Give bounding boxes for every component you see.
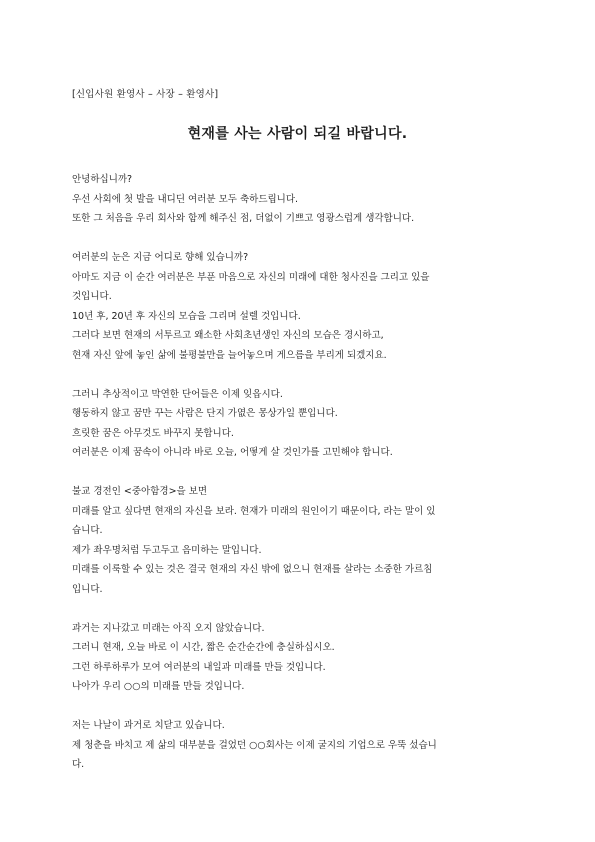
text-line: 다.: [72, 759, 85, 770]
text-line: 미래를 이룩할 수 있는 것은 결국 현재의 자신 밖에 없으니 현재를 살라는 소중한 가르침: [72, 564, 433, 575]
text-line: 그러다 보면 현재의 서투르고 왜소한 사회초년생인 자신의 모습은 경시하고,: [72, 330, 384, 341]
text-line: 10년 후, 20년 후 자신의 모습을 그리며 설렐 것입니다.: [72, 310, 301, 322]
text-line: 제가 좌우명처럼 두고두고 음미하는 말입니다.: [72, 544, 262, 556]
text-line: 안녕하십니까?: [72, 174, 133, 185]
paragraph: [72, 385, 542, 463]
text-line: 아마도 지금 이 순간 여러분은 부푼 마음으로 자신의 미래에 대한 청사진을 그리고 있을: [72, 271, 430, 283]
paragraph: [72, 170, 542, 229]
text-line: 여러분은 이제 꿈속이 아니라 바로 오늘, 어떻게 살 것인가를 고민해야 합니다.: [72, 447, 393, 458]
text-line: 저는 나날이 과거로 치닫고 있습니다.: [72, 720, 225, 731]
text-line: 여러분의 눈은 지금 어디로 향해 있습니까?: [72, 252, 249, 263]
text-line: 행동하지 않고 꿈만 꾸는 사람은 단지 가엾은 몽상가일 뿐입니다.: [72, 408, 338, 419]
paragraph: [72, 248, 542, 365]
text-line: 미래를 알고 싶다면 현재의 자신을 보라. 현재가 미래의 원인이기 때문이다, 라는 말이 있: [72, 505, 436, 517]
text-line: 나아가 우리 ○○의 미래를 만들 것입니다.: [72, 681, 245, 692]
text-line: 제 청춘을 바치고 제 삶의 대부분을 걸었던 ○○회사는 이제 굴지의 기업으로 우뚝 섰습니: [72, 739, 437, 751]
paragraph: [72, 716, 542, 775]
text-line: 습니다.: [72, 525, 103, 536]
text-line: 흐릿한 꿈은 아무것도 바꾸지 못합니다.: [72, 427, 234, 439]
paragraph: [72, 482, 542, 599]
document-title: 현재를 사는 사람이 되길 바랍니다.: [187, 126, 408, 142]
text-line: 또한 그 처음을 우리 회사와 함께 해주신 점, 더없이 기쁘고 영광스럽게 생각합니다.: [72, 213, 415, 224]
text-line: 것입니다.: [72, 291, 112, 302]
text-line: 그런 하루하루가 모여 여러분의 내일과 미래를 만들 것입니다.: [72, 661, 326, 673]
document-body: [72, 170, 542, 794]
document-header: [신입사원 환영사 – 사장 – 환영사]: [72, 89, 219, 100]
text-line: 그러니 추상적이고 막연한 단어들은 이제 잊읍시다.: [72, 388, 283, 400]
text-line: 불교 경전인 <중아함경>을 보면: [72, 486, 208, 497]
text-line: 그러니 현재, 오늘 바로 이 시간, 짧은 순간순간에 충실하십시오.: [72, 642, 335, 653]
text-line: 입니다.: [72, 583, 103, 595]
text-line: 과거는 지나갔고 미래는 아직 오지 않았습니다.: [72, 622, 265, 634]
text-line: 현재 자신 앞에 놓인 삶에 불평불만을 늘어놓으며 게으름을 부리게 되겠지요.: [72, 349, 387, 361]
text-line: 우선 사회에 첫 발을 내디딘 여러분 모두 축하드립니다.: [72, 193, 299, 205]
paragraph: [72, 619, 542, 697]
